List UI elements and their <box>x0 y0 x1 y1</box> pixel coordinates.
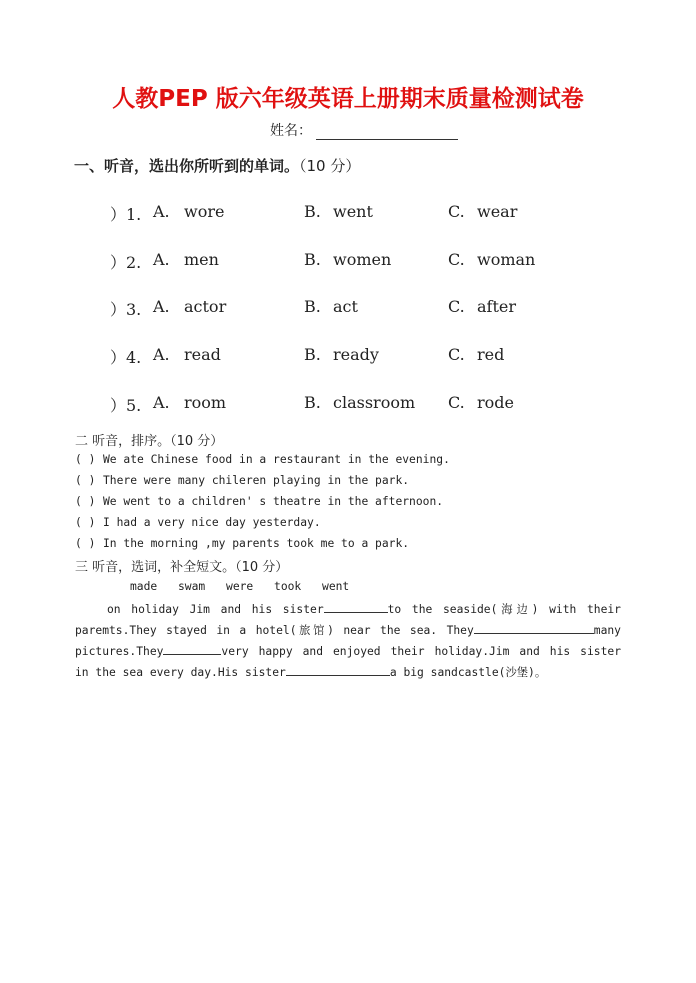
section1-title: 一、听音，选出你所听到的单词。 <box>74 157 300 175</box>
question-number: ）4. <box>110 348 142 367</box>
option-a-label: A. <box>153 393 170 412</box>
option-c-word: after <box>477 297 517 316</box>
option-c-word: red <box>477 345 505 364</box>
option-c-label: C. <box>448 297 465 316</box>
option-b-label: B. <box>304 297 321 316</box>
order-sentence: There were many chileren playing in the park. <box>103 474 410 487</box>
option-b-word: act <box>333 297 358 316</box>
option-a-word: read <box>184 345 221 364</box>
option-c-word: rode <box>477 393 514 412</box>
name-label: 姓名： <box>270 123 312 139</box>
fill-blank[interactable] <box>163 643 221 655</box>
question-row <box>0 393 696 417</box>
option-b-word: classroom <box>333 393 416 412</box>
option-b-label: B. <box>304 250 321 269</box>
option-b-label: B. <box>304 345 321 364</box>
question-row <box>0 297 696 321</box>
passage-line: in the sea every day.His sister a big sandcastle(沙堡)。 <box>75 666 547 679</box>
option-a-label: A. <box>153 297 170 316</box>
order-item <box>75 474 409 487</box>
question-row <box>0 345 696 369</box>
fill-blank[interactable] <box>286 664 390 676</box>
option-c-word: woman <box>477 250 536 269</box>
option-c-label: C. <box>448 393 465 412</box>
option-a-label: A. <box>153 345 170 364</box>
option-b-word: women <box>333 250 392 269</box>
order-blank[interactable]: ( ) <box>75 474 96 487</box>
question-number: ）1. <box>110 205 142 224</box>
option-a-label: A. <box>153 202 170 221</box>
order-sentence: I had a very nice day yesterday. <box>103 516 321 529</box>
word-bank: made swam were took went <box>130 580 350 593</box>
order-item <box>75 516 321 529</box>
order-blank[interactable]: ( ) <box>75 453 96 466</box>
question-number: ）3. <box>110 300 142 319</box>
order-item <box>75 537 409 550</box>
section1-heading <box>74 155 360 176</box>
order-sentence: We went to a children' s theatre in the afternoon. <box>103 495 444 508</box>
option-b-word: ready <box>333 345 379 364</box>
fill-blank[interactable] <box>324 601 388 613</box>
name-field <box>270 120 458 140</box>
section3-heading: 三 听音，选词，补全短文。（10 分） <box>75 560 289 575</box>
order-sentence: In the morning ,my parents took me to a park. <box>103 537 410 550</box>
question-number: ）5. <box>110 396 142 415</box>
option-c-label: C. <box>448 345 465 364</box>
question-row <box>0 250 696 274</box>
option-a-word: men <box>184 250 219 269</box>
passage-line: on holiday Jim and his sister to the seaside(海边) with their <box>107 603 621 616</box>
option-c-label: C. <box>448 202 465 221</box>
passage-line: pictures.They very happy and enjoyed their holiday.Jim and his sister <box>75 645 621 658</box>
fill-blank[interactable] <box>474 622 594 634</box>
option-b-label: B. <box>304 202 321 221</box>
order-blank[interactable]: ( ) <box>75 516 96 529</box>
option-a-word: wore <box>184 202 225 221</box>
option-c-label: C. <box>448 250 465 269</box>
option-b-label: B. <box>304 393 321 412</box>
option-a-label: A. <box>153 250 170 269</box>
option-a-word: actor <box>184 297 227 316</box>
order-item <box>75 453 450 466</box>
name-blank[interactable] <box>316 125 458 140</box>
section2-heading: 二 听音，排序。（10 分） <box>75 434 224 449</box>
cloze-passage <box>75 599 621 683</box>
order-sentence: We ate Chinese food in a restaurant in the evening. <box>103 453 450 466</box>
question-number: ）2. <box>110 253 142 272</box>
order-blank[interactable]: ( ) <box>75 495 96 508</box>
page-title: 人教PEP 版六年级英语上册期末质量检测试卷 <box>112 86 584 112</box>
passage-line: paremts.They stayed in a hotel(旅馆) near the sea. They many <box>75 624 621 637</box>
order-item <box>75 495 443 508</box>
question-row <box>0 202 696 226</box>
order-blank[interactable]: ( ) <box>75 537 96 550</box>
option-a-word: room <box>184 393 227 412</box>
option-b-word: went <box>333 202 373 221</box>
option-c-word: wear <box>477 202 518 221</box>
section1-score: （10 分） <box>299 157 361 175</box>
